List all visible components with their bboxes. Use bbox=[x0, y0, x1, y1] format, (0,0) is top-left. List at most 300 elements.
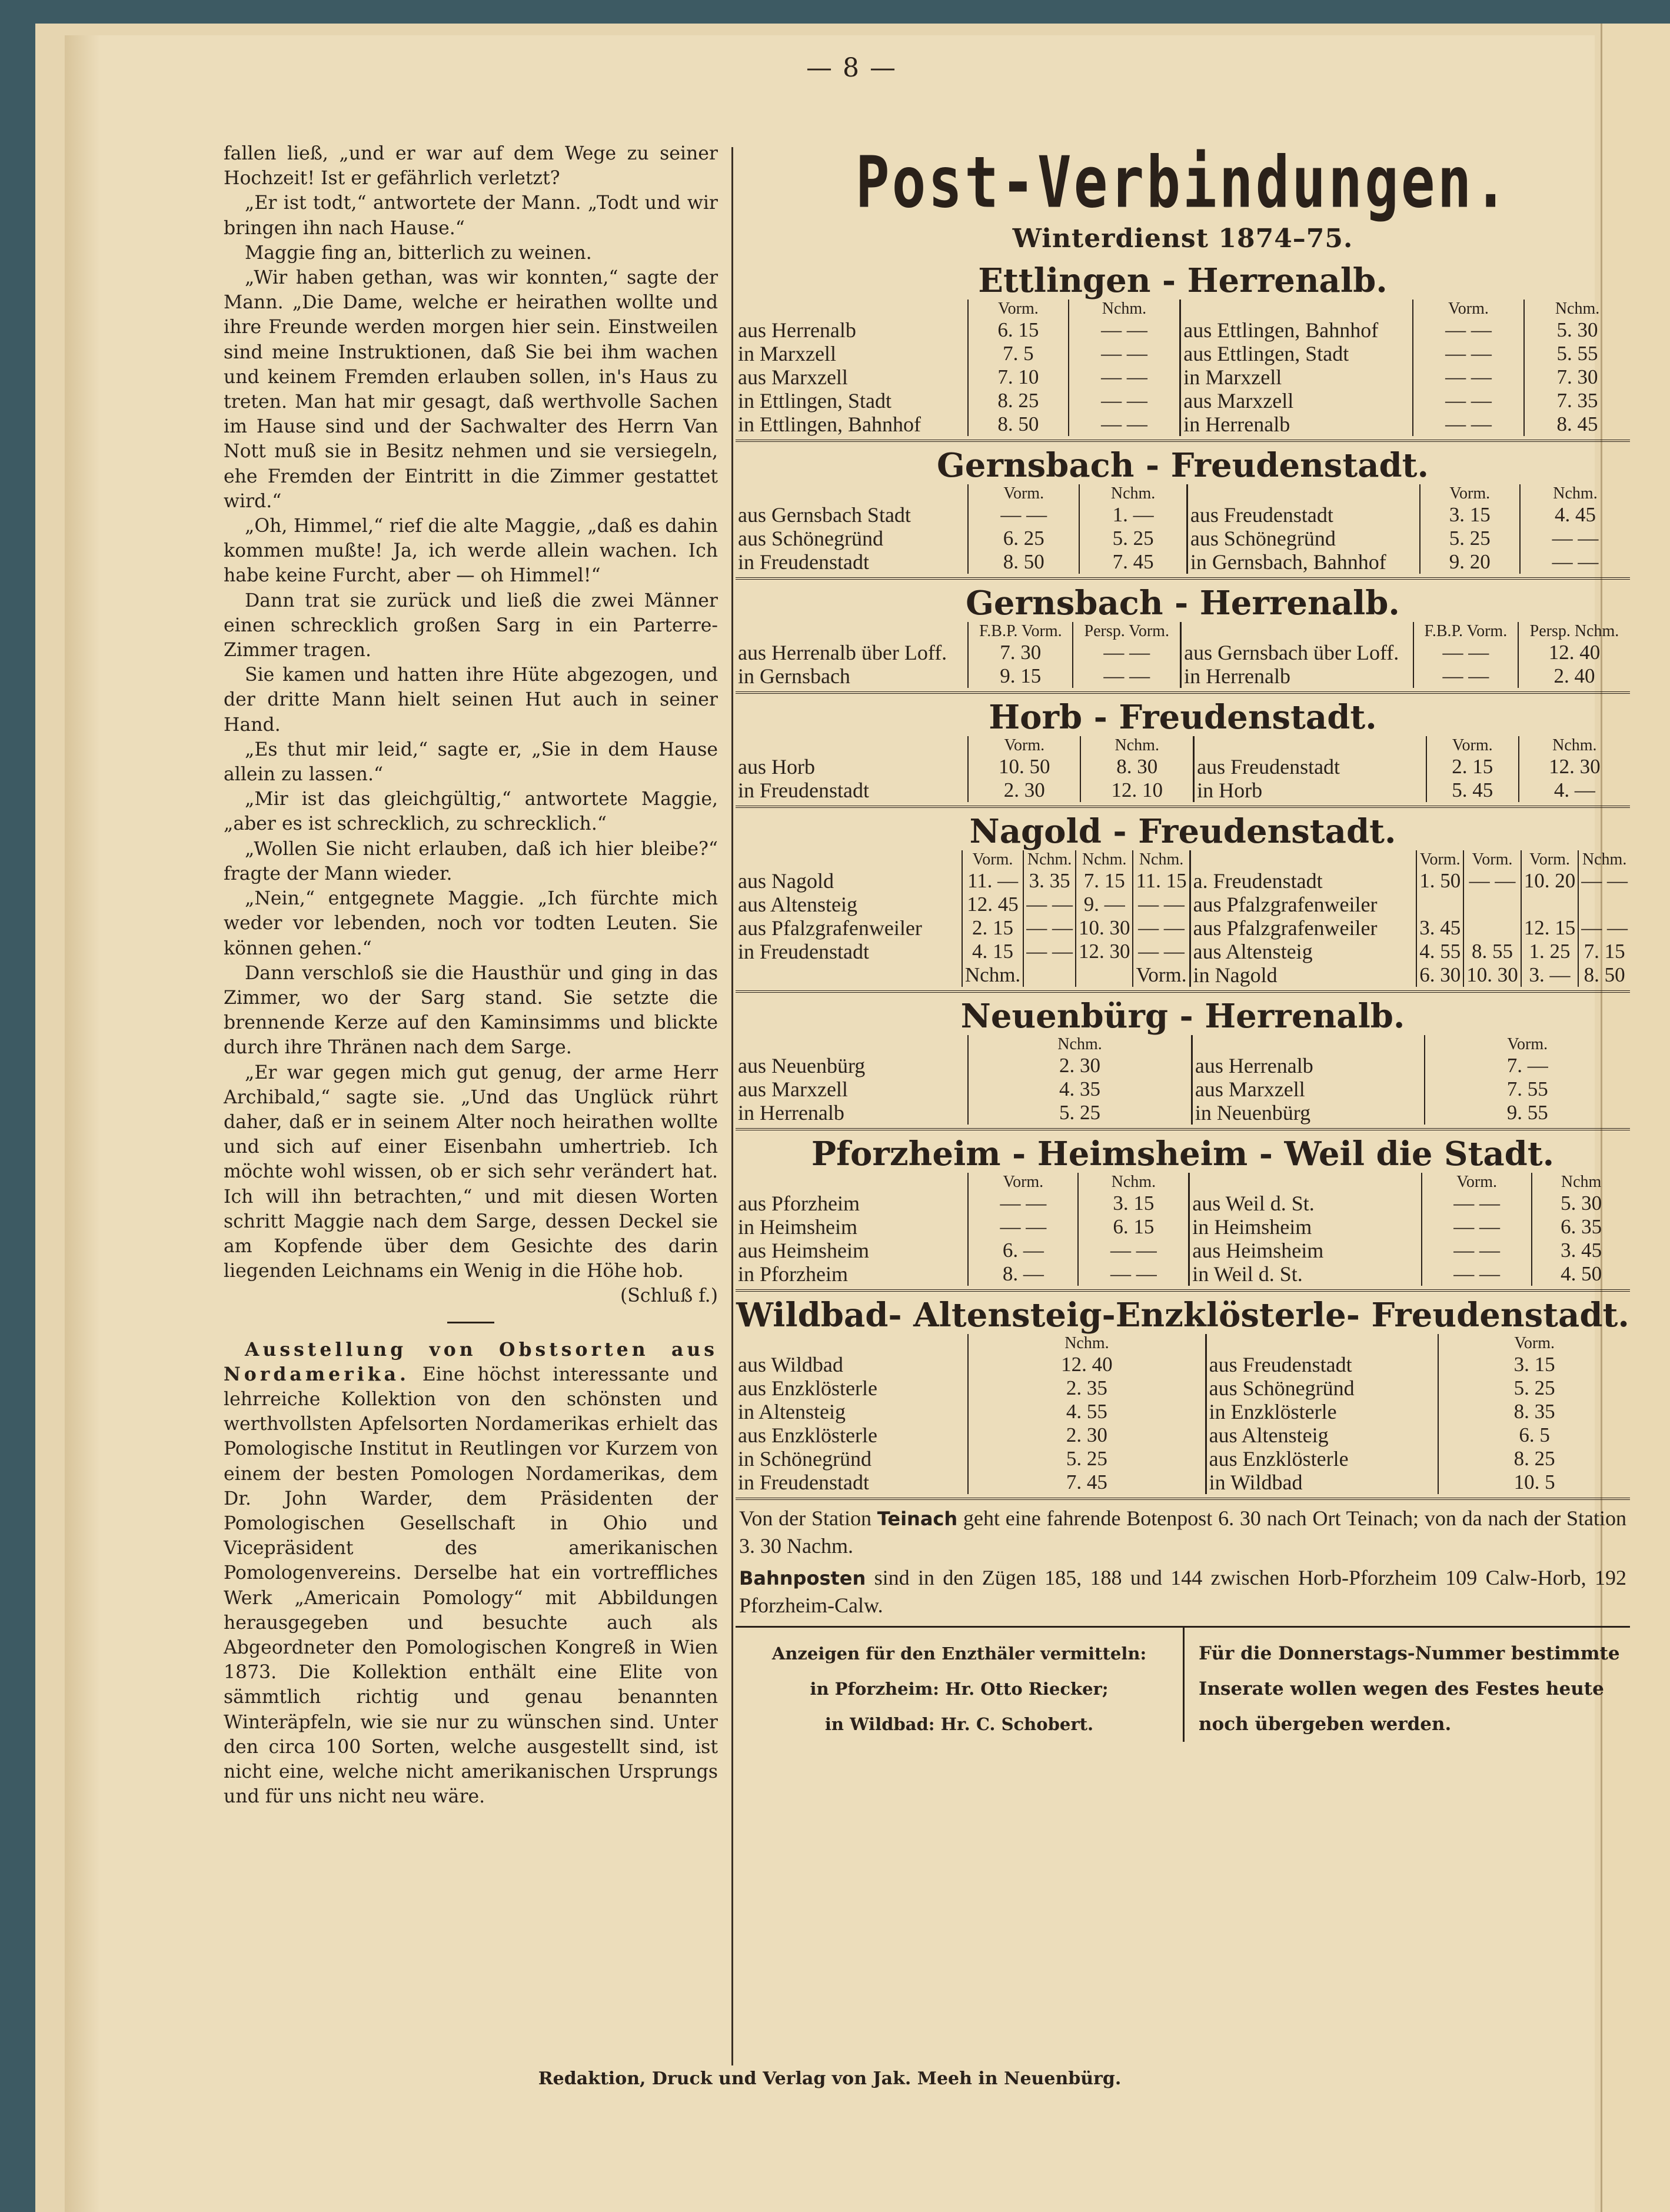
stop-name: aus Heimsheim bbox=[738, 1239, 869, 1262]
route-table bbox=[736, 1035, 1630, 1125]
departure-time: 5. 25 bbox=[1420, 527, 1520, 550]
departure-time: — — bbox=[1023, 893, 1076, 916]
departure-time: 4. 55 bbox=[1416, 940, 1463, 963]
route-title: Gernsbach - Herrenalb. bbox=[966, 584, 1400, 623]
departure-time: 9. 55 bbox=[1425, 1101, 1630, 1125]
departure-time: 9. 15 bbox=[968, 664, 1073, 688]
departure-time: 7. 45 bbox=[968, 1471, 1206, 1494]
story-paragraph: „Er war gegen mich gut genug, der arme Herr Archibald,“ sagte sie. „Und das Unglück rührt daher, daß er in seinem Alter noch heirathen wollte und sich auf einer Eisenbahn umhertrieb. Ich möchte wohl wissen, ob er sich sehr verändert hat. Ich will ihn betrachten,“ und mit diesen Worten schritt Maggie nach dem Sarge, dessen Deckel sie am Kopfende über dem Gesichte des darin liegenden Leichnams ein Wenig in die Höhe hob. bbox=[224, 1062, 718, 1282]
departure-time: — — bbox=[1133, 916, 1190, 940]
routes-list bbox=[736, 262, 1630, 1500]
departure-time: 3. — bbox=[1521, 963, 1579, 987]
column-header: Vorm. bbox=[1426, 736, 1519, 755]
page-number: — 8 — bbox=[806, 53, 897, 83]
departure-time: 8. 30 bbox=[1080, 755, 1193, 779]
departure-time: 8. 25 bbox=[1438, 1447, 1630, 1471]
departure-time: 2. 30 bbox=[968, 1054, 1192, 1077]
stop-name: in Heimsheim bbox=[738, 1215, 857, 1239]
stop-name: in Gernsbach bbox=[738, 664, 850, 688]
stop-name bbox=[736, 963, 962, 987]
departure-time: 5. 25 bbox=[968, 1447, 1206, 1471]
column-header: Nchm. bbox=[1520, 484, 1630, 503]
departure-time bbox=[1578, 893, 1630, 916]
stop-name: aus Nagold bbox=[738, 869, 834, 893]
stop-name: aus Schönegründ bbox=[738, 527, 883, 550]
stop-name: in Marxzell bbox=[738, 342, 836, 365]
departure-time: 12. 40 bbox=[968, 1353, 1206, 1376]
departure-time: 12. 30 bbox=[1076, 940, 1133, 963]
timetable-row bbox=[736, 1101, 1630, 1125]
departure-time: — — bbox=[1073, 641, 1180, 664]
stop-name: aus Pfalzgrafenweiler bbox=[738, 916, 922, 940]
stop-name: aus Weil d. St. bbox=[1189, 1192, 1422, 1215]
ad-agents bbox=[736, 1628, 1185, 1742]
stop-name: in Wildbad bbox=[1206, 1471, 1438, 1494]
departure-time: 2. 15 bbox=[962, 916, 1023, 940]
column-header: Nchm. bbox=[1133, 850, 1190, 869]
story-paragraph: „Nein,“ entgegnete Maggie. „Ich fürchte mich weder vor lebenden, noch vor todten Leuten. Sie können gehen.“ bbox=[224, 888, 718, 959]
column-header: Nchm. bbox=[1069, 300, 1180, 318]
route-block bbox=[736, 1135, 1630, 1292]
column-header: Nchm. bbox=[968, 1035, 1192, 1054]
story-closing: (Schluß f.) bbox=[620, 1285, 718, 1307]
column-header: Vorm. bbox=[1463, 850, 1521, 869]
departure-time: — — bbox=[1413, 641, 1518, 664]
timetable-row bbox=[736, 1077, 1630, 1101]
stop-name: aus Enzklösterle bbox=[738, 1376, 877, 1400]
departure-time: 5. 55 bbox=[1524, 342, 1630, 365]
departure-time: — — bbox=[1069, 318, 1180, 342]
departure-time: 7. 30 bbox=[968, 641, 1073, 664]
departure-time: 4. 55 bbox=[968, 1400, 1206, 1423]
column-header: Nchm. bbox=[1578, 850, 1630, 869]
column-header: Vorm. bbox=[962, 850, 1023, 869]
departure-time: 12. 45 bbox=[962, 893, 1023, 916]
column-rule bbox=[447, 1322, 494, 1323]
departure-time: 11. — bbox=[962, 869, 1023, 893]
column-header: F.B.P. Vorm. bbox=[1413, 622, 1518, 641]
departure-time: 5. 25 bbox=[1438, 1376, 1630, 1400]
departure-time: 7. 30 bbox=[1524, 365, 1630, 389]
timetable-row bbox=[736, 503, 1630, 527]
stop-name: aus Pfalzgrafenweiler bbox=[1190, 916, 1416, 940]
stop-name: aus Horb bbox=[738, 755, 815, 779]
timetable-column bbox=[736, 135, 1630, 1742]
departure-time: 8. — bbox=[968, 1262, 1078, 1286]
column-header: Vorm. bbox=[1420, 484, 1520, 503]
column-header: Nchm. bbox=[1519, 736, 1630, 755]
departure-time: 3. 45 bbox=[1532, 1239, 1630, 1262]
timetable-row bbox=[736, 1423, 1630, 1447]
ad-line: in Wildbad: Hr. C. Schobert. bbox=[824, 1714, 1094, 1734]
departure-time bbox=[1463, 916, 1521, 940]
teinach-note: Von der Station Teinach geht eine fahrende Botenpost 6. 30 nach Ort Teinach; von da nach der Station 3. 30 Nachm. bbox=[739, 1506, 1626, 1558]
stop-name: aus Wildbad bbox=[738, 1353, 843, 1376]
route-table bbox=[736, 850, 1630, 987]
stop-name: a. Freudenstadt bbox=[1190, 869, 1416, 893]
departure-time: 8. 50 bbox=[968, 550, 1079, 574]
bahnposten-note: Bahnposten sind in den Zügen 185, 188 und 144 zwischen Horb-Pforzheim 109 Calw-Horb, 192 Pforzheim-Calw. bbox=[739, 1566, 1627, 1617]
newspaper-page bbox=[65, 35, 1629, 2212]
story-paragraph: Dann verschloß sie die Hausthür und ging in das Zimmer, wo der Sarg stand. Sie setzte die brennende Kerze auf den Kaminsimms und blickte durch ihre Thränen nach dem Sarge. bbox=[224, 962, 718, 1059]
departure-time: 12. 40 bbox=[1518, 641, 1630, 664]
departure-time bbox=[1521, 893, 1579, 916]
story-paragraph: „Wir haben gethan, was wir konnten,“ sagte der Mann. „Die Dame, welche er heirathen wollte und ihre Freunde werden morgen hier sein. Einstweilen sind meine Instruktionen, daß Sie bei ihm wachen und keinem Fremden erlauben sollen, in's Haus zu treten. Man hat mir gesagt, daß werthvolle Sachen im Hause sind und der Sachwalter des Herrn Van Nott muß sie in Besitz nehmen und sie versiegeln, ehe Fremden der Eintritt in die Zimmer gestattet wird.“ bbox=[224, 267, 718, 512]
departure-time: 10. 5 bbox=[1438, 1471, 1630, 1494]
departure-time: 3. 15 bbox=[1438, 1353, 1630, 1376]
timetable-row bbox=[736, 893, 1630, 916]
timetable-row bbox=[736, 1262, 1630, 1286]
departure-time: — — bbox=[1069, 365, 1180, 389]
departure-time: — — bbox=[1133, 893, 1190, 916]
departure-time: — — bbox=[1422, 1215, 1532, 1239]
stop-name: in Ettlingen, Bahnhof bbox=[738, 413, 921, 436]
departure-time: 9. — bbox=[1076, 893, 1133, 916]
stop-name: in Herrenalb bbox=[738, 1101, 844, 1125]
stop-name: aus Enzklösterle bbox=[1206, 1447, 1438, 1471]
stop-name: aus Pfalzgrafenweiler bbox=[1190, 893, 1416, 916]
stop-name: in Weil d. St. bbox=[1189, 1262, 1422, 1286]
departure-time: — — bbox=[1023, 940, 1076, 963]
timetable-row bbox=[736, 940, 1630, 963]
departure-time: — — bbox=[1578, 916, 1630, 940]
departure-time: — — bbox=[1413, 413, 1524, 436]
page-gutter bbox=[65, 35, 100, 2212]
column-header: Nchm. bbox=[968, 1334, 1206, 1353]
departure-time: 10. 50 bbox=[968, 755, 1080, 779]
route-title: Gernsbach - Freudenstadt. bbox=[936, 446, 1429, 485]
route-block bbox=[736, 262, 1630, 442]
stop-name: in Freudenstadt bbox=[738, 779, 869, 802]
departure-time: 6. — bbox=[968, 1239, 1078, 1262]
departure-time: 6. 25 bbox=[968, 527, 1079, 550]
exhibition-heading: Ausstellung von Obstsorten aus Nordamerika. bbox=[224, 1338, 718, 1385]
story-paragraph: Maggie fing an, bitterlich zu weinen. bbox=[245, 242, 592, 264]
departure-time: 10. 30 bbox=[1463, 963, 1521, 987]
departure-time: — — bbox=[1578, 869, 1630, 893]
column-header: Nchm. bbox=[1023, 850, 1076, 869]
departure-time: 6. 30 bbox=[1416, 963, 1463, 987]
stop-name: aus Heimsheim bbox=[1189, 1239, 1422, 1262]
stop-name: aus Enzklösterle bbox=[738, 1423, 877, 1447]
route-title: Ettlingen - Herrenalb. bbox=[978, 261, 1388, 300]
route-title: Neuenbürg - Herrenalb. bbox=[960, 997, 1405, 1036]
timetable-row bbox=[736, 413, 1630, 436]
departure-time: 4. 35 bbox=[968, 1077, 1192, 1101]
departure-time: 12. 30 bbox=[1519, 755, 1630, 779]
timetable-title: Post-Verbindungen. bbox=[855, 141, 1511, 224]
departure-time: Nchm. bbox=[962, 963, 1023, 987]
timetable-row bbox=[736, 755, 1630, 779]
story-paragraph: „Oh, Himmel,“ rief die alte Maggie, „daß es dahin kommen mußte! Ja, ich werde allein wachen. Ich habe keine Furcht, aber — oh Himmel!“ bbox=[224, 515, 718, 587]
route-table bbox=[736, 300, 1630, 436]
story-paragraph: „Wollen Sie nicht erlauben, daß ich hier bleibe?“ fragte der Mann wieder. bbox=[224, 838, 718, 884]
departure-time: 4. — bbox=[1519, 779, 1630, 802]
route-block bbox=[736, 813, 1630, 993]
departure-time: 4. 15 bbox=[962, 940, 1023, 963]
stop-name: in Freudenstadt bbox=[738, 940, 869, 963]
route-title: Pforzheim - Heimsheim - Weil die Stadt. bbox=[811, 1135, 1555, 1173]
column-header: Nchm. bbox=[1079, 484, 1187, 503]
stop-name: in Neuenbürg bbox=[1192, 1101, 1424, 1125]
route-block bbox=[736, 698, 1630, 808]
column-header: Persp. Vorm. bbox=[1073, 622, 1180, 641]
stop-name: in Freudenstadt bbox=[738, 550, 869, 574]
departure-time: 10. 30 bbox=[1076, 916, 1133, 940]
departure-time: 7. 5 bbox=[968, 342, 1068, 365]
column-header: Nchm. bbox=[1524, 300, 1630, 318]
departure-time: 3. 15 bbox=[1420, 503, 1520, 527]
column-header: Nchm. bbox=[1076, 850, 1133, 869]
departure-time: — — bbox=[1078, 1239, 1189, 1262]
stop-name: aus Pforzheim bbox=[738, 1192, 860, 1215]
stop-name: in Enzklösterle bbox=[1206, 1400, 1438, 1423]
stop-name: aus Schönegründ bbox=[1206, 1376, 1438, 1400]
stop-name: in Pforzheim bbox=[738, 1262, 848, 1286]
timetable-row bbox=[736, 365, 1630, 389]
departure-time: 5. 45 bbox=[1426, 779, 1519, 802]
departure-time: — — bbox=[1413, 664, 1518, 688]
departure-time: — — bbox=[1520, 550, 1630, 574]
departure-time: — — bbox=[1069, 342, 1180, 365]
departure-time: 8. 55 bbox=[1463, 940, 1521, 963]
departure-time: — — bbox=[968, 1192, 1078, 1215]
departure-time: 7. — bbox=[1425, 1054, 1630, 1077]
column-header: Vorm. bbox=[968, 1173, 1078, 1192]
story-column bbox=[224, 141, 718, 1809]
stop-name: aus Marxzell bbox=[1180, 389, 1413, 413]
departure-time: 12. 10 bbox=[1080, 779, 1193, 802]
timetable-row bbox=[736, 1447, 1630, 1471]
departure-time: — — bbox=[1413, 318, 1524, 342]
stop-name: in Herrenalb bbox=[1181, 664, 1413, 688]
stop-name: aus Herrenalb über Loff. bbox=[738, 641, 947, 664]
departure-time: 7. 10 bbox=[968, 365, 1068, 389]
stop-name: aus Marxzell bbox=[738, 365, 848, 389]
timetable-row bbox=[736, 641, 1630, 664]
column-header: Vorm. bbox=[1416, 850, 1463, 869]
departure-time: 7. 15 bbox=[1076, 869, 1133, 893]
stop-name: aus Ettlingen, Bahnhof bbox=[1180, 318, 1413, 342]
route-title: Horb - Freudenstadt. bbox=[989, 698, 1377, 737]
timetable-row bbox=[736, 389, 1630, 413]
stop-name: aus Altensteig bbox=[1190, 940, 1416, 963]
stop-name: in Nagold bbox=[1190, 963, 1416, 987]
route-table bbox=[736, 622, 1630, 688]
stop-name: aus Freudenstadt bbox=[1206, 1353, 1438, 1376]
stop-name: in Altensteig bbox=[738, 1400, 846, 1423]
departure-time: — — bbox=[1023, 916, 1076, 940]
departure-time: 1. 50 bbox=[1416, 869, 1463, 893]
departure-time: 7. 35 bbox=[1524, 389, 1630, 413]
story-paragraph: Dann trat sie zurück und ließ die zwei Männer einen schrecklich großen Sarg in ein Parterre-Zimmer tragen. bbox=[224, 590, 718, 661]
departure-time: 11. 15 bbox=[1133, 869, 1190, 893]
departure-time: Vorm. bbox=[1133, 963, 1190, 987]
timetable-row bbox=[736, 916, 1630, 940]
departure-time: 5. 30 bbox=[1532, 1192, 1630, 1215]
stop-name: in Ettlingen, Stadt bbox=[738, 389, 891, 413]
departure-time: 6. 35 bbox=[1532, 1215, 1630, 1239]
departure-time: 3. 15 bbox=[1078, 1192, 1189, 1215]
departure-time: 10. 20 bbox=[1521, 869, 1579, 893]
departure-time: — — bbox=[1073, 664, 1180, 688]
departure-time: 9. 20 bbox=[1420, 550, 1520, 574]
column-header: Vorm. bbox=[968, 736, 1080, 755]
route-table bbox=[736, 484, 1630, 574]
departure-time: 8. 45 bbox=[1524, 413, 1630, 436]
departure-time: 6. 15 bbox=[1078, 1215, 1189, 1239]
departure-time: 1. 25 bbox=[1521, 940, 1579, 963]
ad-line: in Pforzheim: Hr. Otto Riecker; bbox=[810, 1679, 1109, 1699]
departure-time: 1. — bbox=[1079, 503, 1187, 527]
departure-time bbox=[1023, 963, 1076, 987]
column-header: Nchm. bbox=[1080, 736, 1193, 755]
story-paragraph: fallen ließ, „und er war auf dem Wege zu seiner Hochzeit! Ist er gefährlich verletzt? bbox=[224, 143, 718, 189]
stop-name: aus Ettlingen, Stadt bbox=[1180, 342, 1413, 365]
departure-time: — — bbox=[1413, 365, 1524, 389]
route-title: Nagold - Freudenstadt. bbox=[969, 812, 1396, 851]
stop-name: aus Altensteig bbox=[738, 893, 857, 916]
timetable-subtitle: Winterdienst 1874–75. bbox=[1012, 224, 1353, 254]
route-block bbox=[736, 447, 1630, 580]
departure-time: 8. 50 bbox=[968, 413, 1068, 436]
departure-time: — — bbox=[1069, 413, 1180, 436]
departure-time: — — bbox=[1413, 389, 1524, 413]
ads-box bbox=[736, 1626, 1630, 1742]
story-text bbox=[224, 141, 718, 1283]
stop-name: aus Altensteig bbox=[1206, 1423, 1438, 1447]
timetable-row bbox=[736, 1376, 1630, 1400]
column-header: Vorm. bbox=[1422, 1173, 1532, 1192]
stop-name: in Marxzell bbox=[1180, 365, 1413, 389]
stop-name: aus Marxzell bbox=[1192, 1077, 1424, 1101]
timetable-row bbox=[736, 664, 1630, 688]
departure-time: 8. 25 bbox=[968, 389, 1068, 413]
stop-name: aus Marxzell bbox=[738, 1077, 848, 1101]
column-divider bbox=[731, 147, 733, 2065]
column-header: Vorm. bbox=[1425, 1035, 1630, 1054]
departure-time bbox=[1416, 893, 1463, 916]
timetable-row bbox=[736, 1054, 1630, 1077]
timetable-row bbox=[736, 550, 1630, 574]
ad-deadline-notice: Für die Donnerstags-Nummer bestimmte Inserate wollen wegen des Festes heute noch übergeben werden. bbox=[1199, 1643, 1620, 1735]
departure-time: — — bbox=[1520, 527, 1630, 550]
story-paragraph: „Mir ist das gleichgültig,“ antwortete Maggie, „aber es ist schrecklich, zu schrecklich.“ bbox=[224, 789, 718, 835]
departure-time: — — bbox=[1463, 869, 1521, 893]
departure-time: — — bbox=[1413, 342, 1524, 365]
ad-line: Anzeigen für den Enzthäler vermitteln: bbox=[771, 1644, 1147, 1664]
departure-time: — — bbox=[968, 503, 1079, 527]
stop-name: aus Gernsbach Stadt bbox=[738, 503, 911, 527]
departure-time: — — bbox=[1069, 389, 1180, 413]
column-header: Persp. Nchm. bbox=[1518, 622, 1630, 641]
departure-time: 5. 25 bbox=[1079, 527, 1187, 550]
timetable-row bbox=[736, 1215, 1630, 1239]
exhibition-text: Eine höchst interessante und lehrreiche Kollektion von den schönsten und werthvollsten Apfelsorten Nordamerikas erhielt das Pomologische Institut in Reutlingen vor Kurzem von einem der besten Pomologen Nordamerikas, dem Dr. John Warder, dem Präsidenten der Pomologischen Gesellschaft in Ohio und Vicepräsident des amerikanischen Pomologenvereins. Derselbe hat ein vortreffliches Werk „Americain Pomology“ mit Abbildungen herausgegeben und besuchte auch als Abgeordneter den Pomologischen Kongreß in Wien 1873. Die Kollektion enthält eine Elite von sämmtlich richtig und genau benannten Winteräpfeln, wie sie nur zu wünschen sind. Unter den circa 100 Sorten, welche ausgestellt sind, ist nicht eine, welche nicht amerikanischen Ursprungs und für uns nicht neu wäre. bbox=[224, 1363, 718, 1808]
stop-name: aus Freudenstadt bbox=[1194, 755, 1426, 779]
departure-time: 2. 30 bbox=[968, 779, 1080, 802]
route-block bbox=[736, 584, 1630, 694]
story-paragraph: Sie kamen und hatten ihre Hüte abgezogen, und der dritte Mann hielt seinen Hut auch in seiner Hand. bbox=[224, 664, 718, 736]
imprint: Redaktion, Druck und Verlag von Jak. Meeh in Neuenbürg. bbox=[538, 2068, 1122, 2089]
timetable-row bbox=[736, 527, 1630, 550]
departure-time bbox=[1076, 963, 1133, 987]
departure-time: 8. 50 bbox=[1578, 963, 1630, 987]
departure-time: — — bbox=[1133, 940, 1190, 963]
departure-time: — — bbox=[1422, 1192, 1532, 1215]
departure-time: 3. 35 bbox=[1023, 869, 1076, 893]
timetable-row bbox=[736, 779, 1630, 802]
departure-time: — — bbox=[968, 1215, 1078, 1239]
departure-time: — — bbox=[1422, 1239, 1532, 1262]
column-header: Nchm bbox=[1532, 1173, 1630, 1192]
timetable-row bbox=[736, 869, 1630, 893]
route-title: Wildbad- Altensteig-Enzklösterle- Freudenstadt. bbox=[736, 1296, 1629, 1335]
route-block bbox=[736, 997, 1630, 1130]
departure-time: 7. 55 bbox=[1425, 1077, 1630, 1101]
column-header: Vorm. bbox=[968, 484, 1079, 503]
timetable-row bbox=[736, 342, 1630, 365]
stop-name: aus Herrenalb bbox=[738, 318, 856, 342]
timetable-row bbox=[736, 1400, 1630, 1423]
column-header: Vorm. bbox=[1413, 300, 1524, 318]
departure-time: 5. 25 bbox=[968, 1101, 1192, 1125]
route-table bbox=[736, 736, 1630, 802]
stop-name: in Heimsheim bbox=[1189, 1215, 1422, 1239]
departure-time: 7. 15 bbox=[1578, 940, 1630, 963]
route-block bbox=[736, 1296, 1630, 1500]
exhibition-article bbox=[224, 1338, 718, 1809]
departure-time: 5. 30 bbox=[1524, 318, 1630, 342]
departure-time: 2. 35 bbox=[968, 1376, 1206, 1400]
story-paragraph: „Es thut mir leid,“ sagte er, „Sie in dem Hause allein zu lassen.“ bbox=[224, 739, 718, 786]
stop-name: aus Neuenbürg bbox=[738, 1054, 866, 1077]
timetable-row bbox=[736, 1239, 1630, 1262]
stop-name: in Gernsbach, Bahnhof bbox=[1187, 550, 1419, 574]
departure-time: 8. 35 bbox=[1438, 1400, 1630, 1423]
timetable-row bbox=[736, 1471, 1630, 1494]
stop-name: in Horb bbox=[1194, 779, 1426, 802]
departure-time: — — bbox=[1422, 1262, 1532, 1286]
stop-name: aus Herrenalb bbox=[1192, 1054, 1424, 1077]
stop-name: aus Gernsbach über Loff. bbox=[1181, 641, 1413, 664]
departure-time: 6. 15 bbox=[968, 318, 1068, 342]
column-header: Vorm. bbox=[1521, 850, 1579, 869]
column-header: Vorm. bbox=[1438, 1334, 1630, 1353]
timetable-row bbox=[736, 318, 1630, 342]
stop-name: in Schönegründ bbox=[738, 1447, 871, 1471]
stop-name: in Freudenstadt bbox=[738, 1471, 869, 1494]
departure-time: 4. 50 bbox=[1532, 1262, 1630, 1286]
column-header: Nchm. bbox=[1078, 1173, 1189, 1192]
story-paragraph: „Er ist todt,“ antwortete der Mann. „Todt und wir bringen ihn nach Hause.“ bbox=[224, 192, 718, 239]
column-header: Vorm. bbox=[968, 300, 1068, 318]
departure-time bbox=[1463, 893, 1521, 916]
column-header: F.B.P. Vorm. bbox=[968, 622, 1073, 641]
departure-time: — — bbox=[1078, 1262, 1189, 1286]
stop-name: aus Freudenstadt bbox=[1187, 503, 1419, 527]
departure-time: 2. 15 bbox=[1426, 755, 1519, 779]
route-table bbox=[736, 1334, 1630, 1494]
departure-time: 4. 45 bbox=[1520, 503, 1630, 527]
departure-time: 7. 45 bbox=[1079, 550, 1187, 574]
departure-time: 12. 15 bbox=[1521, 916, 1579, 940]
stop-name: in Herrenalb bbox=[1180, 413, 1413, 436]
timetable-row bbox=[736, 1192, 1630, 1215]
departure-time: 6. 5 bbox=[1438, 1423, 1630, 1447]
timetable-row bbox=[736, 1353, 1630, 1376]
route-table bbox=[736, 1173, 1630, 1286]
